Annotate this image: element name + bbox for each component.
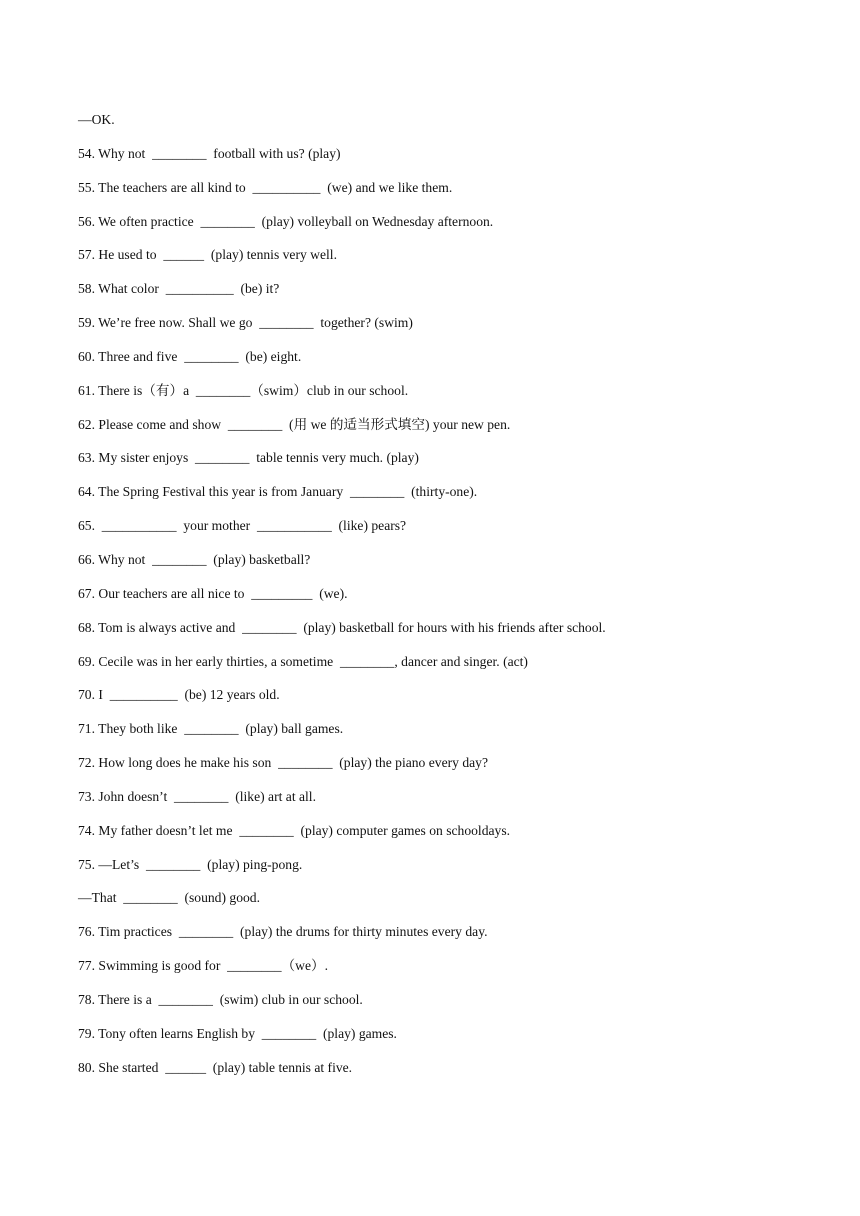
exercise-line: 55. The teachers are all kind to __________ (we) and we like them.	[78, 179, 453, 195]
exercise-list	[78, 111, 798, 1092]
exercise-line: 61. There is（有）a ________（swim）club in our school.	[78, 382, 409, 398]
exercise-line: 64. The Spring Festival this year is from January ________ (thirty-one).	[78, 484, 478, 500]
exercise-line: 72. How long does he make his son ________ (play) the piano every day?	[78, 755, 488, 771]
exercise-line: 62. Please come and show ________ (用 we 的适当形式填空) your new pen.	[78, 416, 511, 432]
exercise-line: 65. ___________ your mother ___________ (like) pears?	[78, 518, 407, 534]
exercise-line: 66. Why not ________ (play) basketball?	[78, 551, 311, 567]
exercise-line: 59. We’re free now. Shall we go ________ together? (swim)	[78, 315, 413, 331]
exercise-line: 56. We often practice ________ (play) volleyball on Wednesday afternoon.	[78, 213, 494, 229]
exercise-line: 60. Three and five ________ (be) eight.	[78, 348, 302, 364]
exercise-line: 69. Cecile was in her early thirties, a sometime ________, dancer and singer. (act)	[78, 653, 528, 669]
exercise-line: 68. Tom is always active and ________ (play) basketball for hours with his friends after school.	[78, 619, 606, 635]
exercise-line: 70. I __________ (be) 12 years old.	[78, 687, 280, 703]
exercise-line: —That ________ (sound) good.	[78, 890, 260, 906]
exercise-line: 73. John doesn’t ________ (like) art at all.	[78, 788, 316, 804]
exercise-line: 77. Swimming is good for ________（we）.	[78, 958, 328, 974]
exercise-line: 80. She started ______ (play) table tennis at five.	[78, 1059, 353, 1075]
exercise-line: —OK.	[78, 112, 115, 127]
exercise-line: 67. Our teachers are all nice to _________ (we).	[78, 585, 348, 601]
exercise-line: 71. They both like ________ (play) ball games.	[78, 721, 344, 737]
exercise-line: 79. Tony often learns English by ________ (play) games.	[78, 1025, 397, 1041]
exercise-line: 74. My father doesn’t let me ________ (play) computer games on schooldays.	[78, 822, 511, 838]
exercise-line: 58. What color __________ (be) it?	[78, 281, 280, 297]
exercise-line: 78. There is a ________ (swim) club in our school.	[78, 991, 363, 1007]
exercise-line: 75. —Let’s ________ (play) ping-pong.	[78, 856, 303, 872]
exercise-line: 76. Tim practices ________ (play) the drums for thirty minutes every day.	[78, 924, 488, 940]
exercise-line: 54. Why not ________ football with us? (play)	[78, 145, 341, 161]
exercise-line: 63. My sister enjoys ________ table tennis very much. (play)	[78, 450, 419, 466]
exercise-line: 57. He used to ______ (play) tennis very well.	[78, 247, 337, 263]
